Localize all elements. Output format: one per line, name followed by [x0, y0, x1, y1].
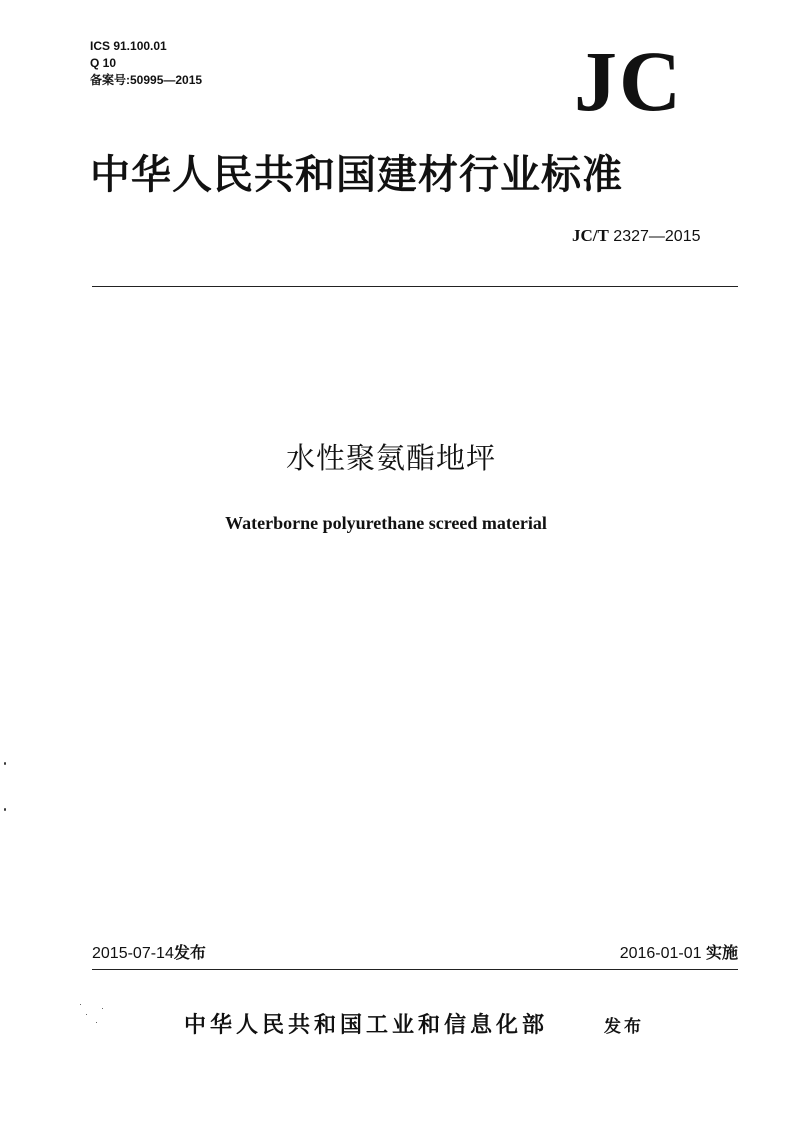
scan-speck — [80, 1004, 81, 1005]
publisher-action: 发布 — [604, 1017, 644, 1037]
top-divider — [92, 286, 738, 287]
implementation-date-line — [620, 942, 738, 965]
bottom-divider — [92, 969, 738, 970]
implementation-label: 实施 — [705, 943, 738, 962]
standard-number-prefix: JC/T — [572, 226, 609, 245]
issue-date-line — [92, 942, 206, 965]
implementation-date: 2016-01-01 — [619, 945, 702, 962]
standard-number-value: 2327—2015 — [613, 228, 701, 245]
publisher-name: 中华人民共和国工业和信息化部 — [184, 1012, 549, 1038]
industry-standard-title: 中华人民共和国建材行业标准 — [90, 151, 623, 198]
filing-number: 备案号:50995—2015 — [90, 73, 203, 87]
scan-speck — [4, 762, 6, 765]
scan-speck — [96, 1022, 97, 1023]
document-title-chinese: 水性聚氨酯地坪 — [285, 441, 496, 475]
classification-block — [90, 38, 202, 89]
standard-number — [572, 226, 700, 247]
scan-speck — [4, 808, 6, 811]
issue-label: 发布 — [173, 943, 206, 962]
scan-speck — [86, 1014, 87, 1015]
document-title-english: Waterborne polyurethane screed material — [225, 513, 547, 533]
jc-logo: JC — [574, 33, 684, 129]
ics-code: ICS 91.100.01 — [90, 39, 167, 53]
issue-date: 2015-07-14 — [92, 945, 174, 962]
scan-speck — [102, 1008, 103, 1009]
ccs-code: Q 10 — [90, 56, 117, 70]
